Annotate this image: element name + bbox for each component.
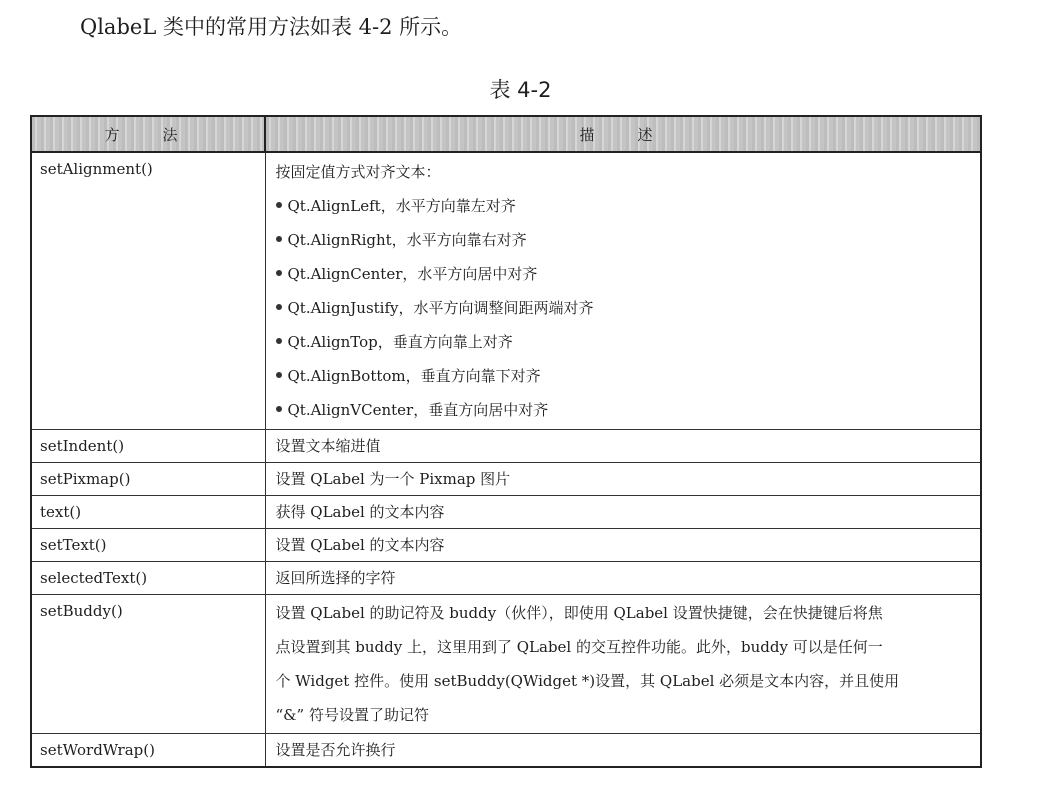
- description-cell: [265, 152, 981, 430]
- description-cell: 设置文本缩进值: [265, 430, 981, 463]
- table-row: [31, 734, 981, 768]
- method-cell: setBuddy(): [31, 595, 265, 734]
- description-cell: 获得 QLabel 的文本内容: [265, 496, 981, 529]
- bullet-item: Qt.AlignVCenter，垂直方向居中对齐: [276, 393, 971, 427]
- description-cell: [265, 595, 981, 734]
- description-line: 个 Widget 控件。使用 setBuddy(QWidget *)设置，其 QLabel 必须是文本内容，并且使用: [275, 672, 900, 690]
- description-cell: 返回所选择的字符: [265, 562, 981, 595]
- table-row: [31, 430, 981, 463]
- table-row: [31, 496, 981, 529]
- bullet-item: Qt.AlignCenter，水平方向居中对齐: [276, 257, 971, 291]
- table-row: [31, 595, 981, 734]
- method-cell: setText(): [31, 529, 265, 562]
- bullet-item: Qt.AlignRight，水平方向靠右对齐: [276, 223, 971, 257]
- methods-table: [30, 115, 982, 768]
- description-cell: 设置是否允许换行: [265, 734, 981, 768]
- method-cell: setWordWrap(): [31, 734, 265, 768]
- table-row: [31, 152, 981, 430]
- header-description: 描 述: [265, 116, 981, 152]
- bullet-item: Qt.AlignTop，垂直方向靠上对齐: [276, 325, 971, 359]
- method-cell: setAlignment(): [31, 152, 265, 430]
- header-method: 方 法: [31, 116, 265, 152]
- bullet-item: Qt.AlignJustify，水平方向调整间距两端对齐: [276, 291, 971, 325]
- method-cell: setIndent(): [31, 430, 265, 463]
- bullet-item: Qt.AlignBottom，垂直方向靠下对齐: [276, 359, 971, 393]
- table-row: [31, 529, 981, 562]
- description-intro: 按固定值方式对齐文本：: [275, 163, 441, 181]
- description-line: 点设置到其 buddy 上，这里用到了 QLabel 的交互控件功能。此外，buddy 可以是任何一: [275, 638, 883, 656]
- method-cell: text(): [31, 496, 265, 529]
- table-row: [31, 463, 981, 496]
- description-line: 设置 QLabel 的助记符及 buddy（伙伴），即使用 QLabel 设置快捷键，会在快捷键后将焦: [275, 604, 883, 622]
- table-caption: 表 4-2: [489, 78, 552, 102]
- method-cell: selectedText(): [31, 562, 265, 595]
- intro-paragraph: QlabeL 类中的常用方法如表 4-2 所示。: [80, 15, 463, 39]
- description-cell: 设置 QLabel 的文本内容: [265, 529, 981, 562]
- method-cell: setPixmap(): [31, 463, 265, 496]
- bullet-item: Qt.AlignLeft，水平方向靠左对齐: [276, 189, 971, 223]
- description-line: “&” 符号设置了助记符: [275, 706, 429, 724]
- table-header-row: [31, 116, 981, 152]
- description-cell: 设置 QLabel 为一个 Pixmap 图片: [265, 463, 981, 496]
- table-row: [31, 562, 981, 595]
